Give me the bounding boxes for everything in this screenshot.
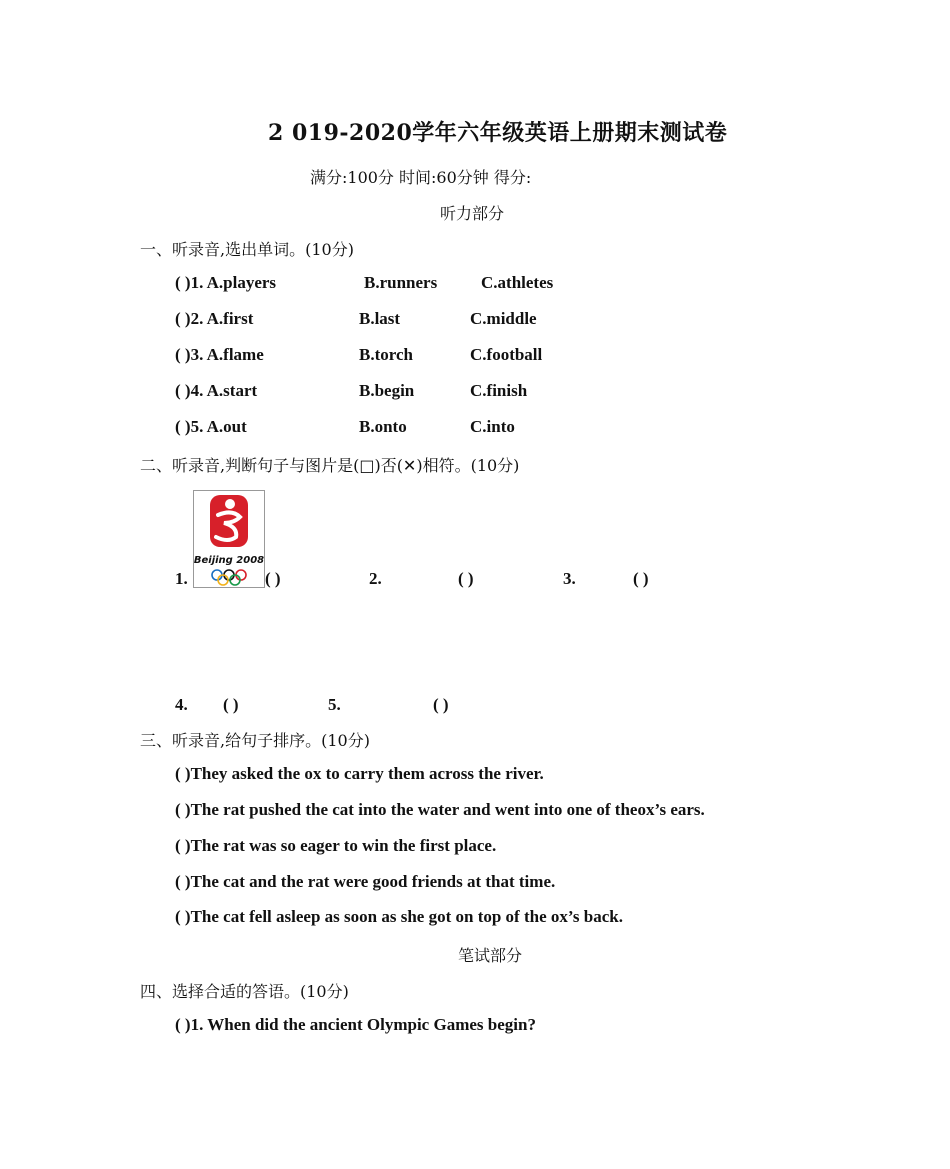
- beijing-2008-logo-image: [193, 490, 265, 588]
- s3-item2: ( )The rat pushed the cat into the water and went into one of theox’s ears.: [175, 800, 705, 819]
- s2-num4: 4.: [175, 695, 188, 714]
- s2-paren1: ( ): [265, 569, 281, 588]
- s1-item3-a: ( )3. A.flame: [175, 345, 264, 364]
- section1-heading: 一、听录音,选出单词。(10分): [140, 240, 354, 259]
- s2-num1: 1.: [175, 569, 188, 588]
- score-info: 满分:100分 时间:60分钟 得分:: [310, 168, 532, 187]
- s1-item1-b: B.runners: [364, 273, 438, 292]
- listening-heading: 听力部分: [440, 204, 505, 223]
- section4-heading: 四、选择合适的答语。(10分): [140, 982, 349, 1001]
- s1-item3-c: C.football: [470, 345, 543, 364]
- s3-item4: ( )The cat and the rat were good friends at that time.: [175, 872, 556, 891]
- s1-item1-c: C.athletes: [481, 273, 554, 292]
- section3-heading: 三、听录音,给句子排序。(10分): [140, 731, 370, 750]
- s3-item1: ( )They asked the ox to carry them across the river.: [175, 764, 544, 783]
- s1-item2-a: ( )2. A.first: [175, 309, 254, 328]
- writing-heading: 笔试部分: [458, 946, 523, 965]
- s1-item3-b: B.torch: [359, 345, 413, 364]
- s2-num3: 3.: [563, 569, 576, 588]
- s2-paren3: ( ): [633, 569, 649, 588]
- section2-heading: 二、听录音,判断句子与图片是(□)否(✕)相符。(10分): [140, 456, 520, 475]
- s4-item1: ( )1. When did the ancient Olympic Games begin?: [175, 1015, 536, 1034]
- s1-item4-c: C.finish: [470, 381, 528, 400]
- s1-item2-b: B.last: [359, 309, 401, 328]
- logo-caption: Beijing 2008: [194, 555, 264, 566]
- s2-paren4: ( ): [223, 695, 239, 714]
- s3-item3: ( )The rat was so eager to win the first place.: [175, 836, 497, 855]
- s1-item5-c: C.into: [470, 417, 515, 436]
- s1-item5-a: ( )5. A.out: [175, 417, 247, 436]
- s2-paren2: ( ): [458, 569, 474, 588]
- page-title: 2 019-2020学年六年级英语上册期末测试卷: [268, 120, 728, 146]
- s1-item4-a: ( )4. A.start: [175, 381, 258, 400]
- s1-item2-c: C.middle: [470, 309, 537, 328]
- s2-paren5: ( ): [433, 695, 449, 714]
- s1-item4-b: B.begin: [359, 381, 415, 400]
- s2-num2: 2.: [369, 569, 382, 588]
- s3-item5: ( )The cat fell asleep as soon as she got on top of the ox’s back.: [175, 907, 623, 926]
- s2-num5: 5.: [328, 695, 341, 714]
- s1-item5-b: B.onto: [359, 417, 407, 436]
- s1-item1-a: ( )1. A.players: [175, 273, 277, 292]
